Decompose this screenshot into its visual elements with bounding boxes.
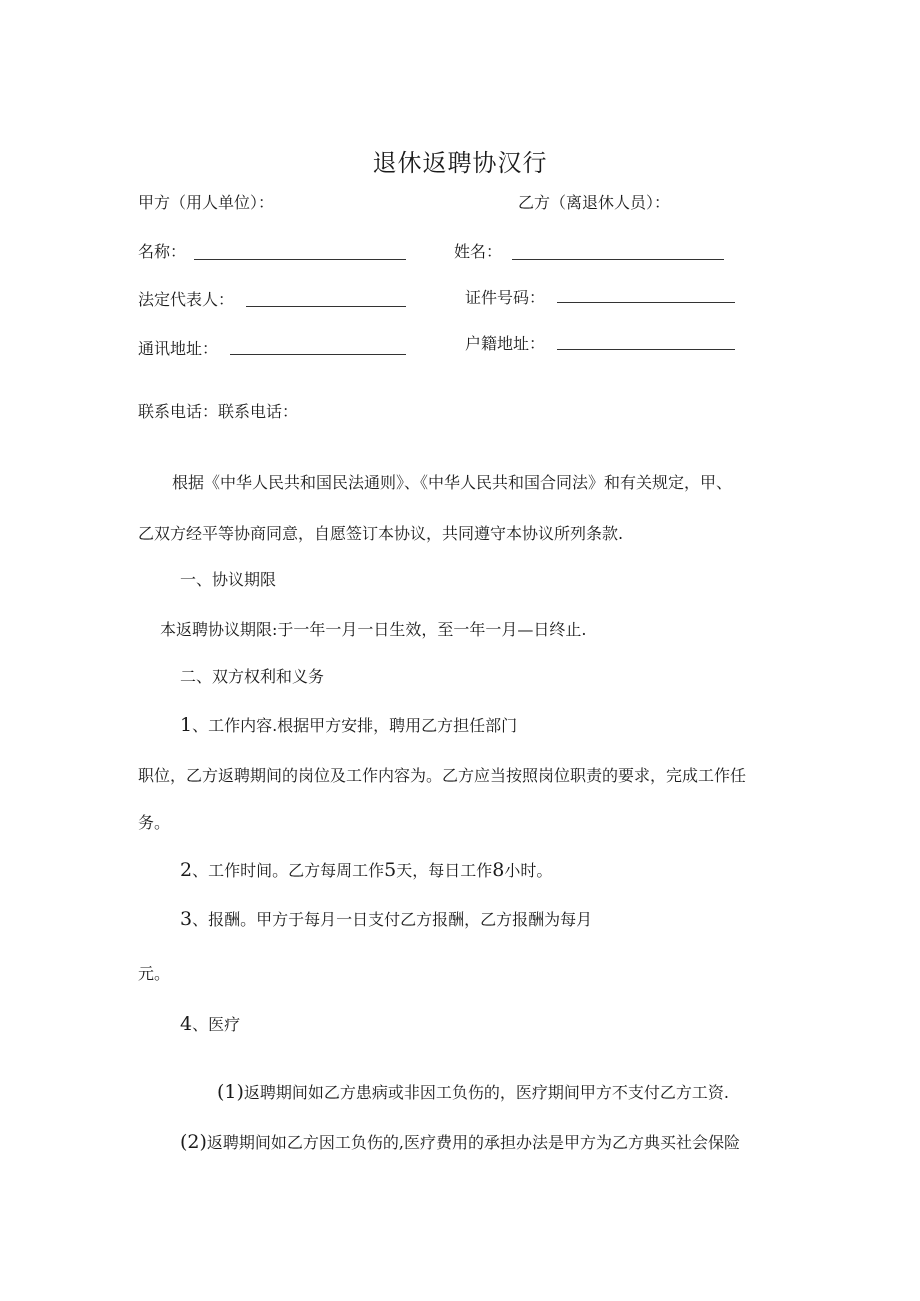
name-label: 名称： [138,242,187,261]
sub-item-2-text: 返聘期间如乙方因工负伤的,医疗费用的承担办法是甲方为乙方典买社会保险 [206,1133,741,1152]
item-4-heading [180,1014,240,1035]
party-b-header: 乙方（离退休人员）： [518,193,671,212]
party-a-header: 甲方（用人单位）： [138,193,275,212]
household-address-label: 户籍地址： [465,334,546,353]
item-1-line-2: 职位，乙方返聘期间的岗位及工作内容为。乙方应当按照岗位职责的要求，完成工作任 [138,766,747,785]
item-2-hours: 8 [492,859,505,881]
item-2-line [180,860,552,881]
person-name-blank-line [512,259,724,260]
item-3-line-2: 元。 [138,964,171,983]
intro-line-1: 根据《中华人民共和国民法通则》、《中华人民共和国合同法》和有关规定，甲、 [172,473,733,492]
item-2-text-a: 、工作时间。乙方每周工作 [192,861,385,880]
phone-line: 联系电话：联系电话： [138,402,299,421]
legal-rep-blank-line [246,306,406,307]
section-1-text: 本返聘协议期限:于一年一月一日生效，至一年一月—日终止. [160,620,587,639]
item-2-number: 2 [180,859,193,881]
sub-item-1-number: (1) [217,1081,244,1103]
item-3-line-1 [180,909,592,930]
item-3-text: 、报酬。甲方于每月一日支付乙方报酬，乙方报酬为每月 [192,910,593,929]
sub-item-2 [180,1132,740,1153]
section-2-heading: 二、双方权利和义务 [180,667,325,686]
id-number-label: 证件号码： [465,288,546,307]
document-title: 退休返聘协汉行 [372,149,548,177]
item-1-line-1 [180,715,517,736]
item-1-text: 、工作内容.根据甲方安排，聘用乙方担任部门 [192,716,518,735]
mail-address-blank-line [230,354,406,355]
sub-item-1 [217,1082,729,1103]
legal-rep-label: 法定代表人： [138,290,235,309]
intro-line-2: 乙双方经平等协商同意，自愿签订本协议，共同遵守本协议所列条款. [138,524,624,543]
person-name-label: 姓名： [454,242,503,261]
sub-item-1-text: 返聘期间如乙方患病或非因工负伤的，医疗期间甲方不支付乙方工资. [243,1083,730,1102]
item-1-line-3: 务。 [138,813,171,832]
item-3-number: 3 [180,908,193,930]
sub-item-2-number: (2) [180,1131,207,1153]
item-4-number: 4 [180,1013,193,1035]
mail-address-label: 通讯地址： [138,339,219,358]
item-4-text: 、医疗 [192,1015,241,1034]
item-2-text-c: 小时。 [504,861,553,880]
item-1-number: 1 [180,714,193,736]
section-1-heading: 一、协议期限 [180,570,277,589]
household-address-blank-line [557,349,735,350]
id-number-blank-line [557,302,735,303]
item-2-days: 5 [384,859,397,881]
item-2-text-b: 天，每日工作 [396,861,493,880]
name-blank-line [194,259,406,260]
